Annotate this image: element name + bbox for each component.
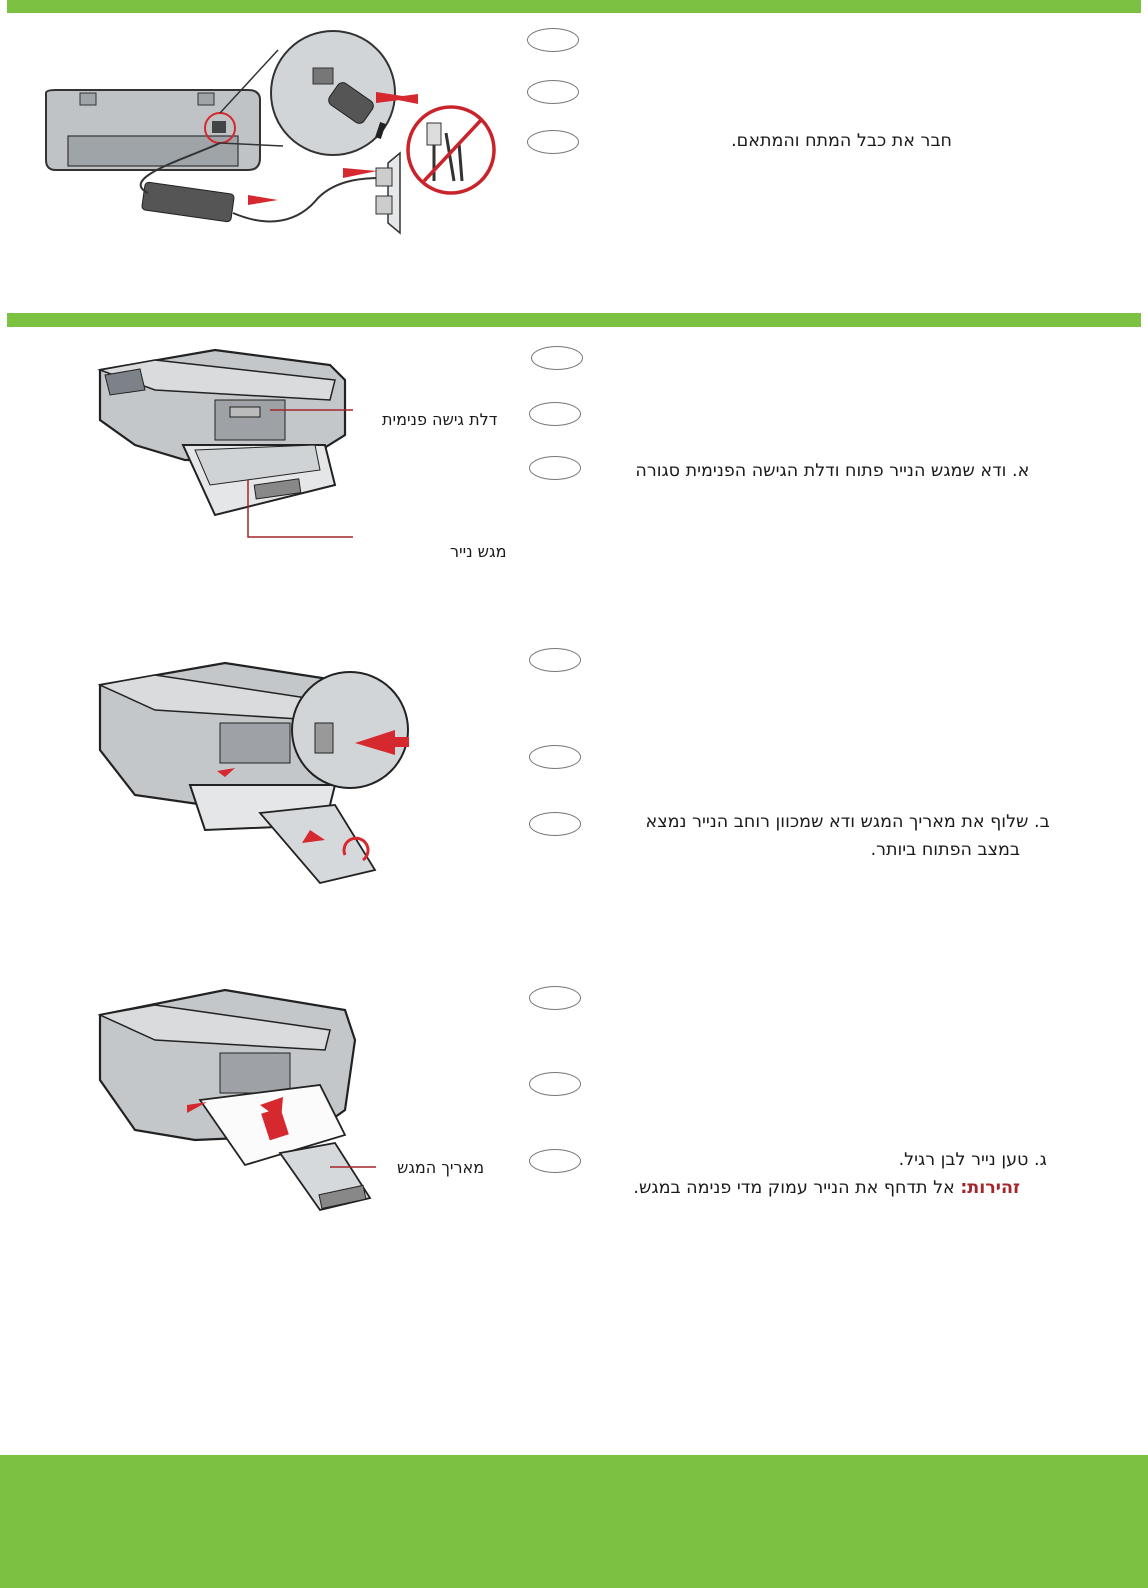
step-a-marker: א. <box>1012 461 1030 481</box>
checkbox-oval[interactable] <box>529 1072 581 1096</box>
no-usb-icon <box>404 103 498 197</box>
leader-line-access-door <box>270 405 355 415</box>
checkbox-oval[interactable] <box>529 745 581 769</box>
checkbox-oval[interactable] <box>527 28 579 52</box>
printer-load-paper-illustration <box>95 985 380 1220</box>
step-b-line1: שלוף את מאריך המגש ודא שמכוון רוחב הנייר נמצא <box>645 812 1029 832</box>
step-c-warning <box>633 1174 1020 1202</box>
label-access-door: דלת גישה פנימית <box>382 410 498 429</box>
step-b-line2: במצב הפתוח ביותר. <box>870 840 1020 860</box>
step-c <box>899 1146 1058 1174</box>
printer-extend-illustration <box>95 655 420 890</box>
step-c-text: טען נייר לבן רגיל. <box>898 1150 1029 1170</box>
label-paper-tray: מגש נייר <box>450 542 507 561</box>
section-divider-bar <box>7 313 1141 327</box>
checkbox-oval[interactable] <box>527 130 579 154</box>
checkbox-oval[interactable] <box>529 648 581 672</box>
step-c-marker: ג. <box>1034 1150 1047 1170</box>
top-green-bar <box>7 0 1141 13</box>
warning-label: זהירות: <box>960 1178 1020 1198</box>
leader-line-tray-extender <box>330 1163 378 1171</box>
checkbox-oval[interactable] <box>529 986 581 1010</box>
step-b-marker: ב. <box>1034 812 1050 832</box>
warning-text: אל תדחף את הנייר עמוק מדי פנימה במגש. <box>633 1178 961 1198</box>
step-a-text: ודא שמגש הנייר פתוח ודלת הגישה הפנימית סגורה <box>635 461 1007 481</box>
step-b <box>646 808 1058 836</box>
label-tray-extender: מאריך המגש <box>397 1158 485 1177</box>
checkbox-oval[interactable] <box>531 346 583 370</box>
checkbox-oval[interactable] <box>529 812 581 836</box>
checkbox-oval[interactable] <box>529 456 581 480</box>
leader-line-paper-tray <box>245 480 355 540</box>
checkbox-oval[interactable] <box>529 1149 581 1173</box>
step-a <box>635 457 1036 485</box>
step-text-power: חבר את כבל המתח והמתאם. <box>731 131 952 151</box>
checkbox-oval[interactable] <box>529 402 581 426</box>
footer-green-bar <box>0 1455 1148 1588</box>
checkbox-oval[interactable] <box>527 80 579 104</box>
